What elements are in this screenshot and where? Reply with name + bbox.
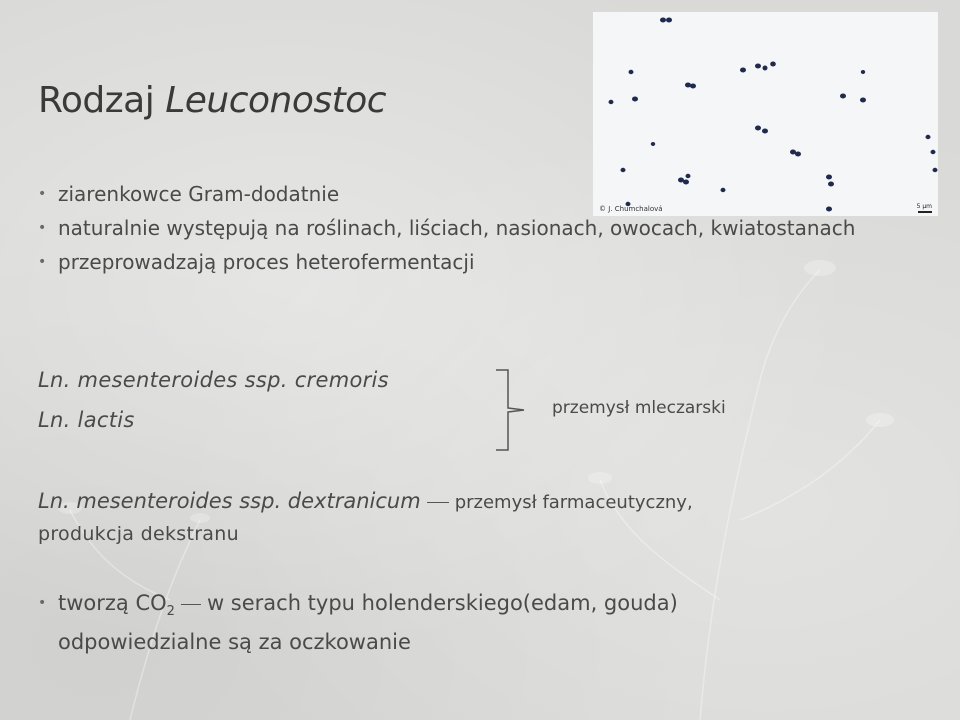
- bullet-item: • naturalnie występują na roślinach, liściach, nasionach, owocach, kwiatostanach: [38, 214, 858, 242]
- scale-bar-line: [918, 211, 932, 213]
- micrograph-copyright: © J. Chumchalová: [599, 205, 663, 213]
- co2-subscript: 2: [166, 604, 175, 620]
- bullet-item: • ziarenkowce Gram-dodatnie: [38, 180, 858, 208]
- cheese-text: w serach typu holenderskiego(edam, gouda): [206, 591, 678, 615]
- title-genus: Leuconostoc: [165, 80, 387, 121]
- title-prefix: Rodzaj: [38, 80, 166, 121]
- species-cremoris: Ln. mesenteroides ssp. cremoris: [38, 368, 389, 392]
- pharma-use: przemysł farmaceutyczny,: [454, 492, 693, 513]
- species-lactis: Ln. lactis: [38, 408, 135, 432]
- co2-bullet: [38, 588, 938, 657]
- dextran-production: produkcja dekstranu: [38, 523, 239, 545]
- dairy-industry-label: przemysł mleczarski: [552, 398, 726, 418]
- scale-label: 5 µm: [916, 203, 932, 210]
- micrograph-scale-bar: [917, 203, 932, 213]
- dash-separator: [181, 604, 201, 605]
- right-brace: [494, 368, 530, 452]
- bullet-list: [38, 180, 858, 282]
- slide-title: [38, 80, 386, 121]
- co2-text: tworzą CO: [58, 591, 167, 615]
- dash-separator: [427, 502, 449, 503]
- eyes-text: odpowiedzialne są za oczkowanie: [58, 630, 411, 655]
- bullet-item: • przeprowadzają proces heterofermentacji: [38, 248, 858, 276]
- species-dextranicum: Ln. mesenteroides ssp. dextranicum: [38, 489, 421, 513]
- dextranicum-block: [38, 486, 918, 549]
